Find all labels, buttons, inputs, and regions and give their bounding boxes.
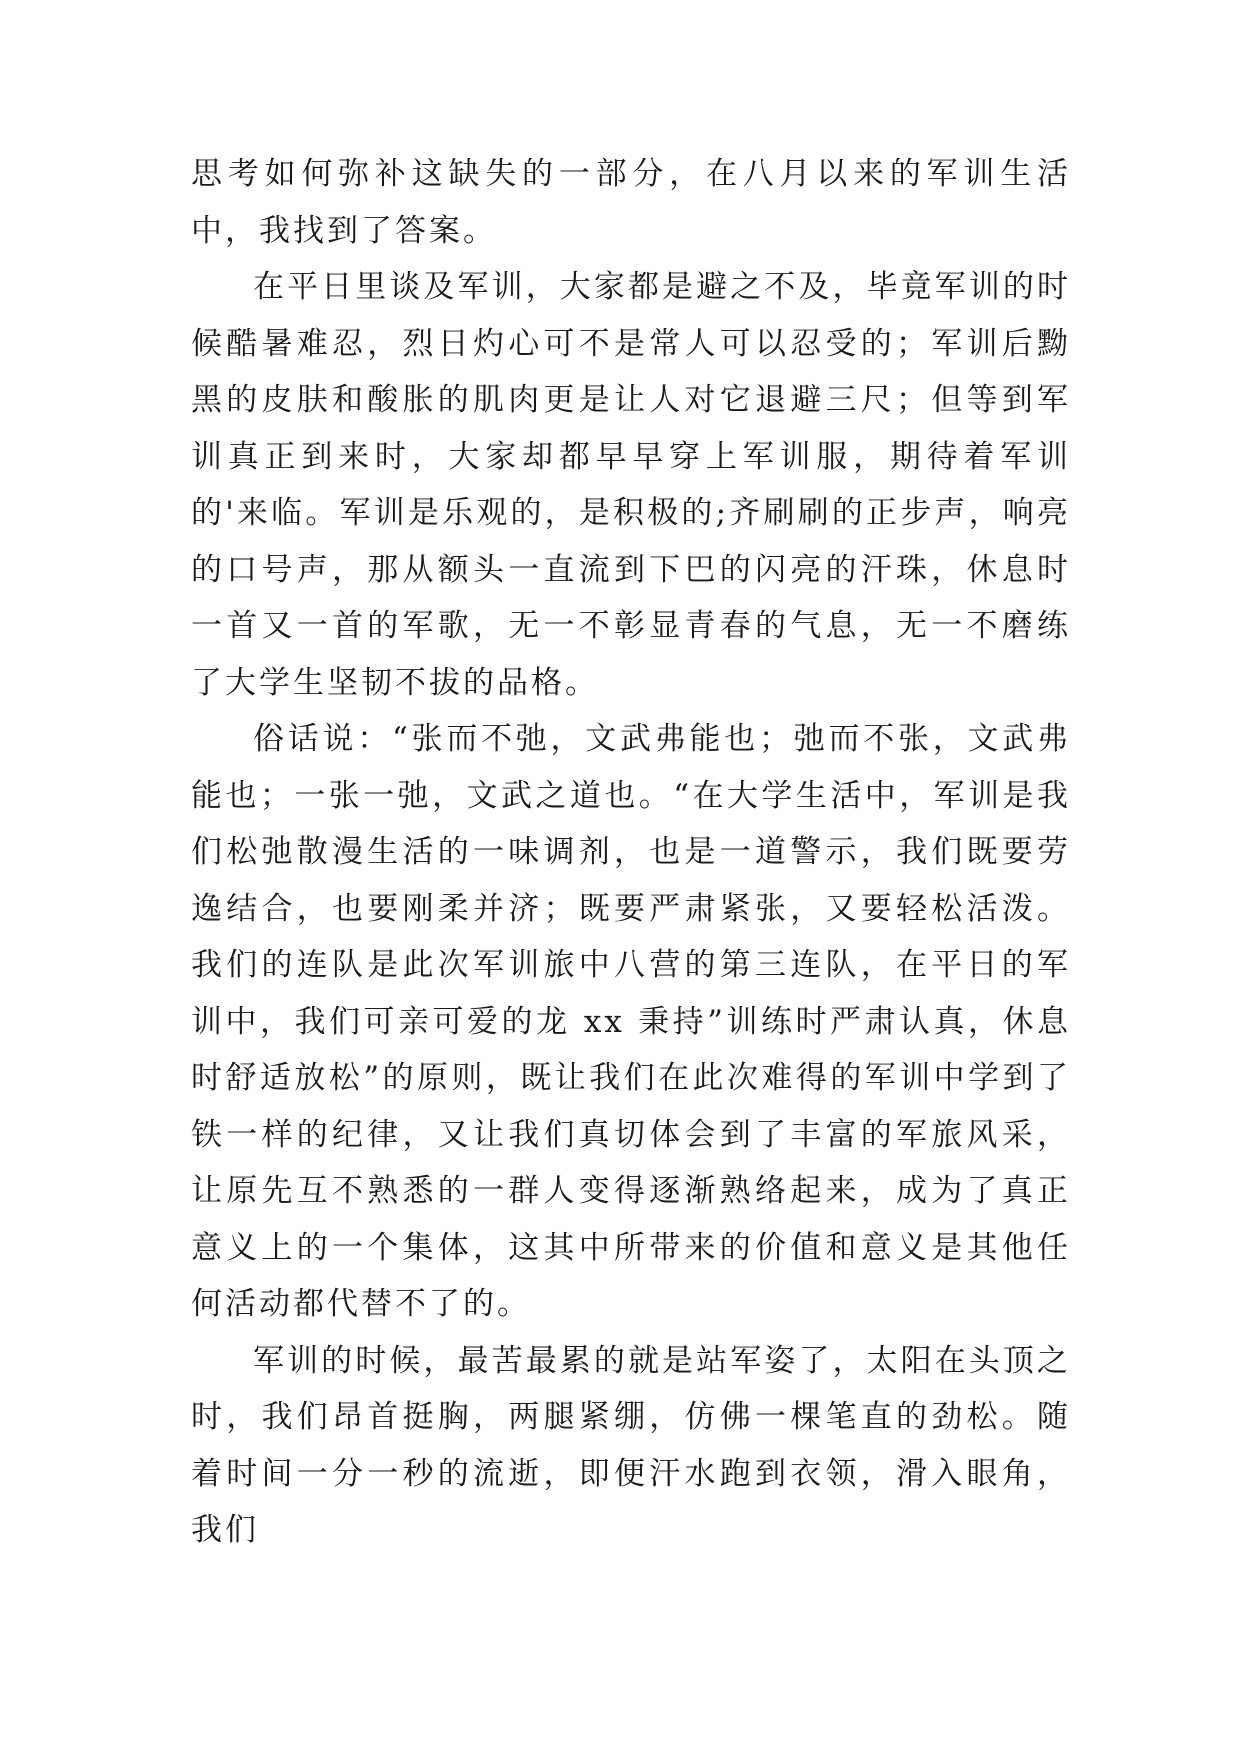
paragraph-2: 在平日里谈及军训，大家都是避之不及，毕竟军训的时候酷暑难忍，烈日灼心可不是常人可以忍受的；军训后黝黑的皮肤和酸胀的肌肉更是让人对它退避三尺；但等到军训真正到来时，大家却都早早穿上军训服，期待着军训的'来临。军训是乐观的，是积极的;齐刷刷的正步声，响亮的口号声，那从额头一直流到下巴的闪亮的汗珠，休息时一首又一首的军歌，无一不彰显青春的气息，无一不磨练了大学生坚韧不拔的品格。	[191, 269, 1071, 701]
paragraph-3: 俗话说：“张而不弛，文武弗能也；弛而不张，文武弗能也；一张一弛，文武之道也。“在大学生活中，军训是我们松弛散漫生活的一味调剂，也是一道警示，我们既要劳逸结合，也要刚柔并济；既要严肃紧张，又要轻松活泼。我们的连队是此次军训旅中八营的第三连队，在平日的军训中，我们可亲可爱的龙 xx 秉持”训练时严肃认真，休息时舒适放松”的原则，既让我们在此次难得的军训中学到了铁一样的纪律，又让我们真切体会到了丰富的军旅风采，让原先互不熟悉的一群人变得逐渐熟络起来，成为了真正意义上的一个集体，这其中所带来的价值和意义是其他任何活动都代替不了的。	[191, 721, 1071, 1322]
paragraph-4: 军训的时候，最苦最累的就是站军姿了，太阳在头顶之时，我们昂首挺胸，两腿紧绷，仿佛一棵笔直的劲松。随着时间一分一秒的流逝，即便汗水跑到衣领，滑入眼角，我们	[191, 1342, 1071, 1548]
paragraph-1: 思考如何弥补这缺失的一部分，在八月以来的军训生活中，我找到了答案。	[191, 156, 1071, 249]
body-text	[191, 146, 1071, 1559]
